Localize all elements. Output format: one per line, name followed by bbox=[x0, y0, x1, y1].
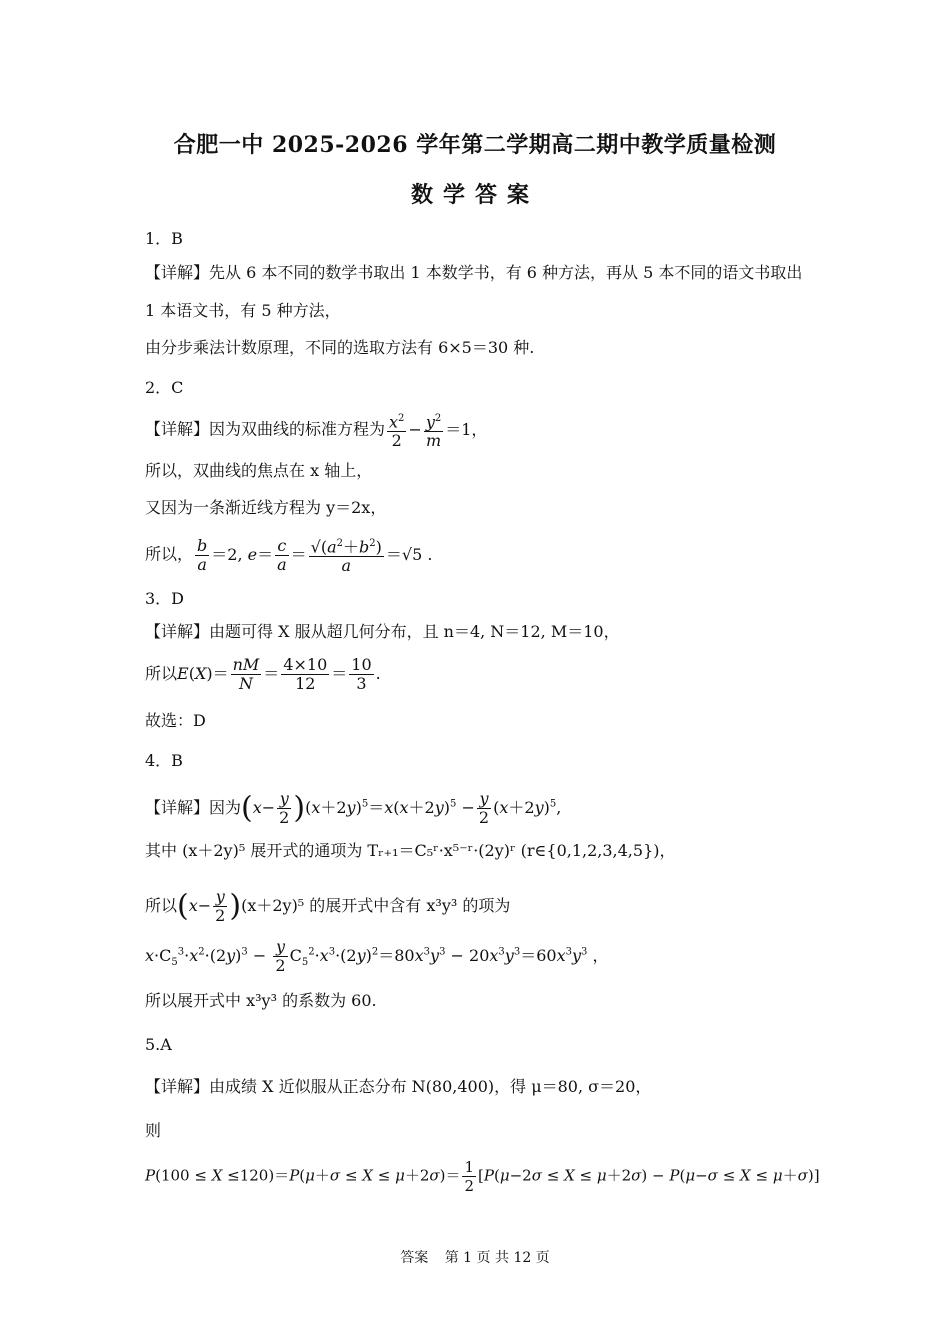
footer-label: 答案 bbox=[400, 1250, 429, 1266]
q3-detail-line3: 故选：D bbox=[145, 711, 206, 730]
q2-detail-line2: 所以，双曲线的焦点在 x 轴上， bbox=[145, 461, 373, 480]
q2-detail-line3: 又因为一条渐近线方程为 y＝2x， bbox=[145, 498, 387, 517]
page-subtitle: 数学答案 bbox=[410, 182, 539, 208]
q5-detail-line1: 【详解】由成绩 X 近似服从正态分布 N(80,400)，得 μ＝80, σ＝20， bbox=[145, 1077, 652, 1096]
q4-detail-line4 bbox=[145, 938, 609, 975]
q2-eccentricity-formula: $\frac{b}{a}$ ＝2, e＝ $\frac{c}{a}$ ＝ $\frac{√(a^2+b^2)}{a}$ ＝√5 . bbox=[197, 535, 433, 576]
q4-number: 4．B bbox=[145, 751, 183, 770]
q3-detail-line2 bbox=[145, 656, 381, 693]
q4-expansion-formula: (x− $\frac{y}{2}$ )$(x+2y)^5=x(x+2y)^5$ − $\frac{y}{2}$ $(x+2y)^5$, bbox=[241, 789, 562, 827]
q1-detail-line1: 【详解】先从 6 本不同的数学书取出 1 本数学书，有 6 种方法，再从 5 本不同的语文书取出 bbox=[145, 263, 803, 282]
q4-detail-line3 bbox=[145, 888, 510, 925]
q3-detail-line1: 【详解】由题可得 X 服从超几何分布，且 n＝4, N＝12, M＝10， bbox=[145, 622, 620, 641]
q5-detail-line2: 则 bbox=[145, 1121, 162, 1140]
q3-line2-text: 所以 bbox=[145, 664, 178, 683]
q4-line3-text: 所以 bbox=[145, 896, 178, 915]
q4-detail-line2: 其中 (x＋2y)⁵ 展开式的通项为 Tᵣ₊₁＝C₅ʳ·x⁵⁻ʳ·(2y)ʳ (r∈{0,1,2,3,4,5})， bbox=[145, 841, 676, 860]
q2-line1-text: 【详解】因为双曲线的标准方程为 bbox=[145, 419, 386, 439]
q5-probability-formula: P(100 ≤ X ≤120)＝P(μ＋σ ≤ X ≤ μ＋2σ)＝ $\frac{1}{2}$ [P(μ−2σ ≤ X ≤ μ＋2σ) − P(μ−σ ≤ X ≤ μ＋σ)] bbox=[145, 1158, 820, 1195]
q4-factor-formula: (x− $\frac{y}{2}$ ) bbox=[177, 887, 242, 925]
q2-hyperbola-formula: $\frac{x^2}{2}$ − $\frac{y^2}{m}$ ＝1， bbox=[385, 420, 487, 439]
q4-detail-line5: 所以展开式中 x³y³ 的系数为 60. bbox=[145, 991, 377, 1010]
q2-detail-line4 bbox=[145, 535, 432, 575]
footer-page-info: 第 1 页 共 12 页 bbox=[444, 1250, 550, 1266]
q3-number: 3．D bbox=[145, 589, 185, 608]
q1-detail-line3: 由分步乘法计数原理，不同的选取方法有 6×5＝30 种. bbox=[145, 338, 535, 357]
q1-detail-line2: 1 本语文书，有 5 种方法， bbox=[145, 301, 341, 320]
q4-line3-suffix: (x＋2y)⁵ 的展开式中含有 x³y³ 的项为 bbox=[241, 896, 511, 915]
q5-number: 5.A bbox=[145, 1035, 172, 1054]
q3-expectation-formula: E(X)＝ $\frac{nM}{N}$ ＝ $\frac{4\times 10}{12}$ ＝ $\frac{10}{3}$ . bbox=[177, 655, 381, 693]
q4-coefficient-formula: $x\cdot C_5^3\cdot x^2\cdot(2y)^3$ − $\frac{y}{2}$ $C_5^2\cdot x^3\cdot(2y)^2=80x^3y^3 - 20x^3y^3=60x^3y^3$ ， bbox=[145, 937, 609, 975]
q2-line4-text: 所以， bbox=[145, 544, 194, 564]
q2-number: 2．C bbox=[145, 378, 184, 397]
q4-line1-text: 【详解】因为 bbox=[145, 798, 242, 817]
page-footer bbox=[0, 1247, 950, 1267]
q2-detail-line1 bbox=[145, 410, 487, 450]
q1-number: 1．B bbox=[145, 229, 183, 248]
q4-detail-line1 bbox=[145, 790, 561, 827]
page-title: 合肥一中 2025-2026 学年第二学期高二期中教学质量检测 bbox=[173, 132, 777, 158]
